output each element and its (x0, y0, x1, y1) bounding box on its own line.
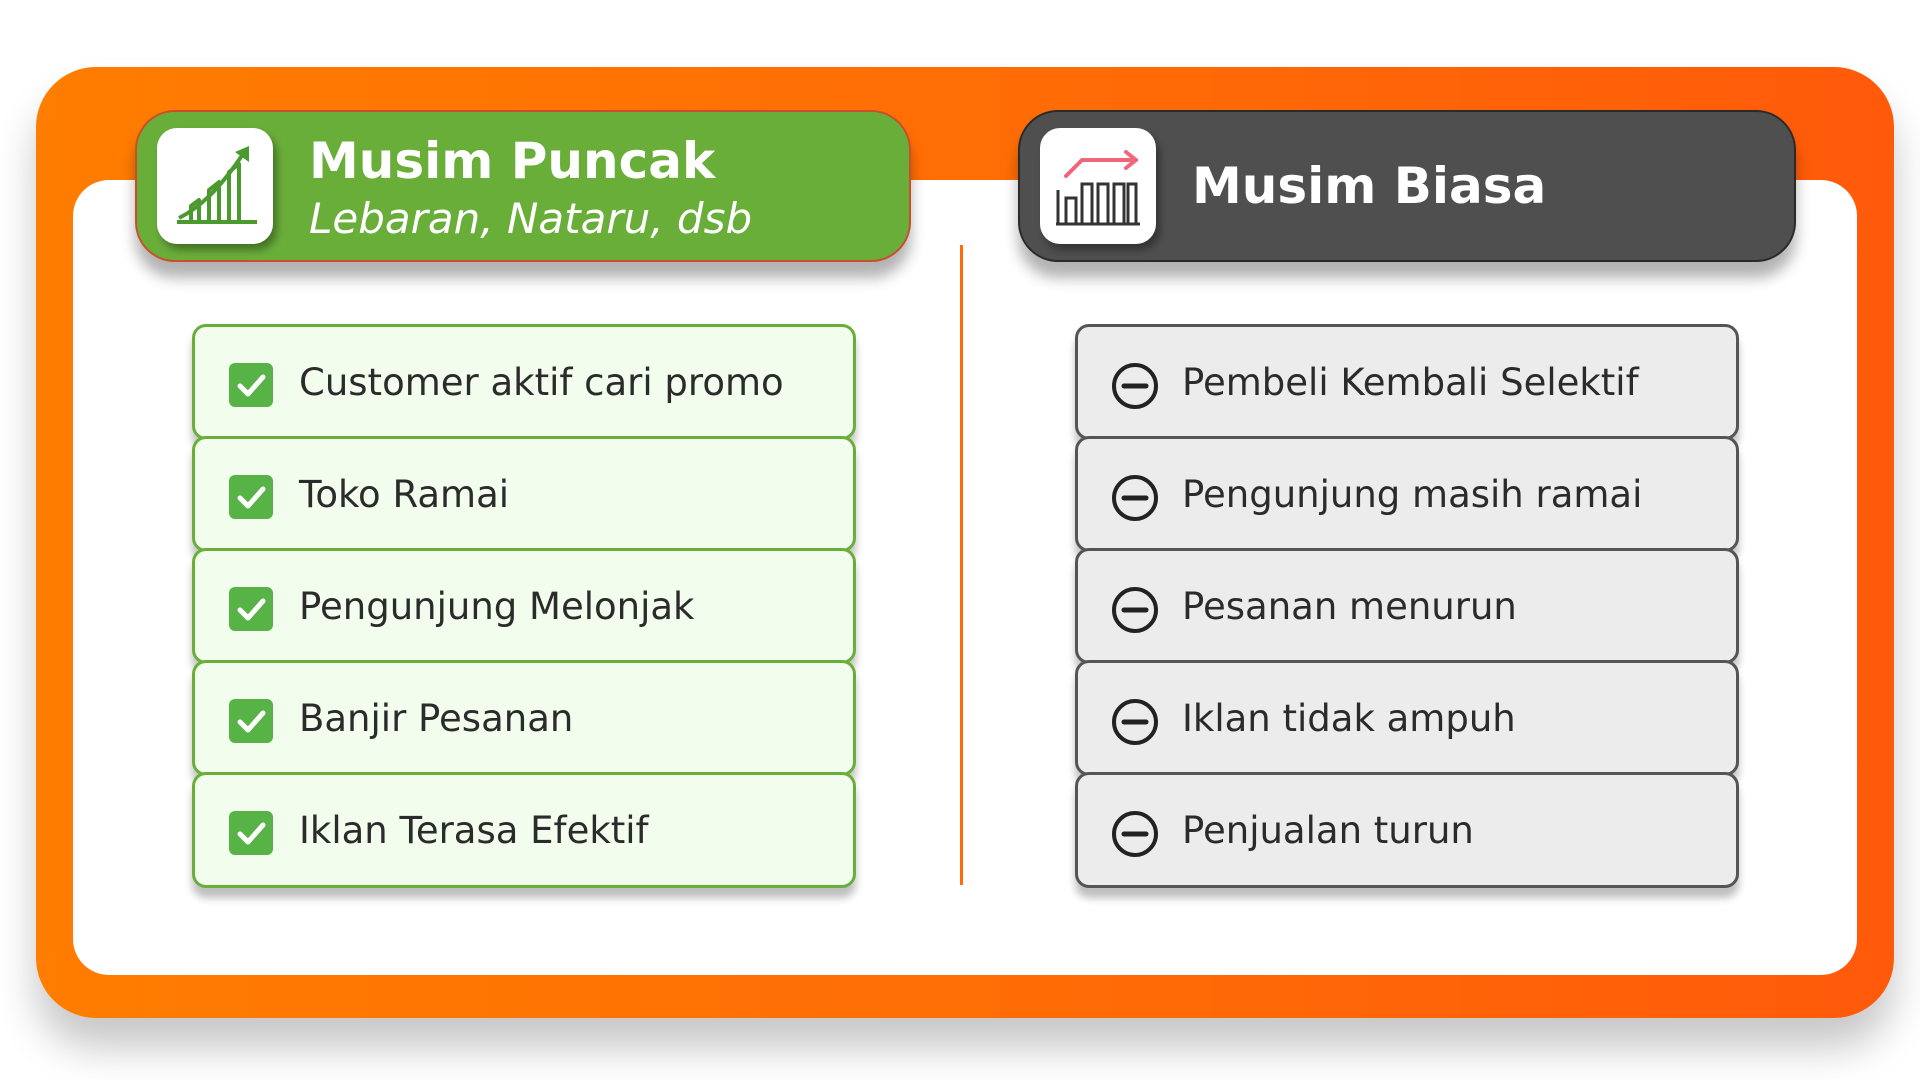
peak-season-list (192, 324, 856, 884)
list-item-label: Banjir Pesanan (299, 697, 574, 740)
list-item (1075, 772, 1739, 888)
list-item-label: Penjualan turun (1182, 809, 1474, 852)
list-item (192, 324, 856, 440)
list-item-label: Pengunjung Melonjak (299, 585, 695, 628)
list-item (1075, 660, 1739, 776)
normal-season-header (1018, 110, 1796, 262)
minus-circle-icon (1110, 697, 1160, 747)
normal-season-title: Musim Biasa (1192, 157, 1547, 215)
normal-season-list (1075, 324, 1739, 884)
check-icon (229, 587, 273, 631)
peak-season-header (135, 110, 911, 262)
list-item-label: Pembeli Kembali Selektif (1182, 361, 1639, 404)
check-icon (229, 475, 273, 519)
list-item (1075, 324, 1739, 440)
list-item-label: Customer aktif cari promo (299, 361, 784, 404)
minus-circle-icon (1110, 585, 1160, 635)
peak-season-subtitle: Lebaran, Nataru, dsb (309, 194, 753, 243)
list-item (192, 772, 856, 888)
list-item-label: Pengunjung masih ramai (1182, 473, 1643, 516)
peak-season-title: Musim Puncak (309, 132, 716, 190)
minus-circle-icon (1110, 473, 1160, 523)
rising-chart-icon (157, 128, 273, 244)
list-item-label: Toko Ramai (299, 473, 510, 516)
check-icon (229, 811, 273, 855)
flat-bar-chart-icon (1040, 128, 1156, 244)
list-item-label: Iklan Terasa Efektif (299, 809, 649, 852)
list-item (1075, 548, 1739, 664)
minus-circle-icon (1110, 361, 1160, 411)
check-icon (229, 363, 273, 407)
minus-circle-icon (1110, 809, 1160, 859)
list-item (1075, 436, 1739, 552)
list-item-label: Pesanan menurun (1182, 585, 1517, 628)
check-icon (229, 699, 273, 743)
list-item (192, 548, 856, 664)
list-item (192, 660, 856, 776)
column-divider (960, 245, 963, 885)
list-item-label: Iklan tidak ampuh (1182, 697, 1516, 740)
list-item (192, 436, 856, 552)
